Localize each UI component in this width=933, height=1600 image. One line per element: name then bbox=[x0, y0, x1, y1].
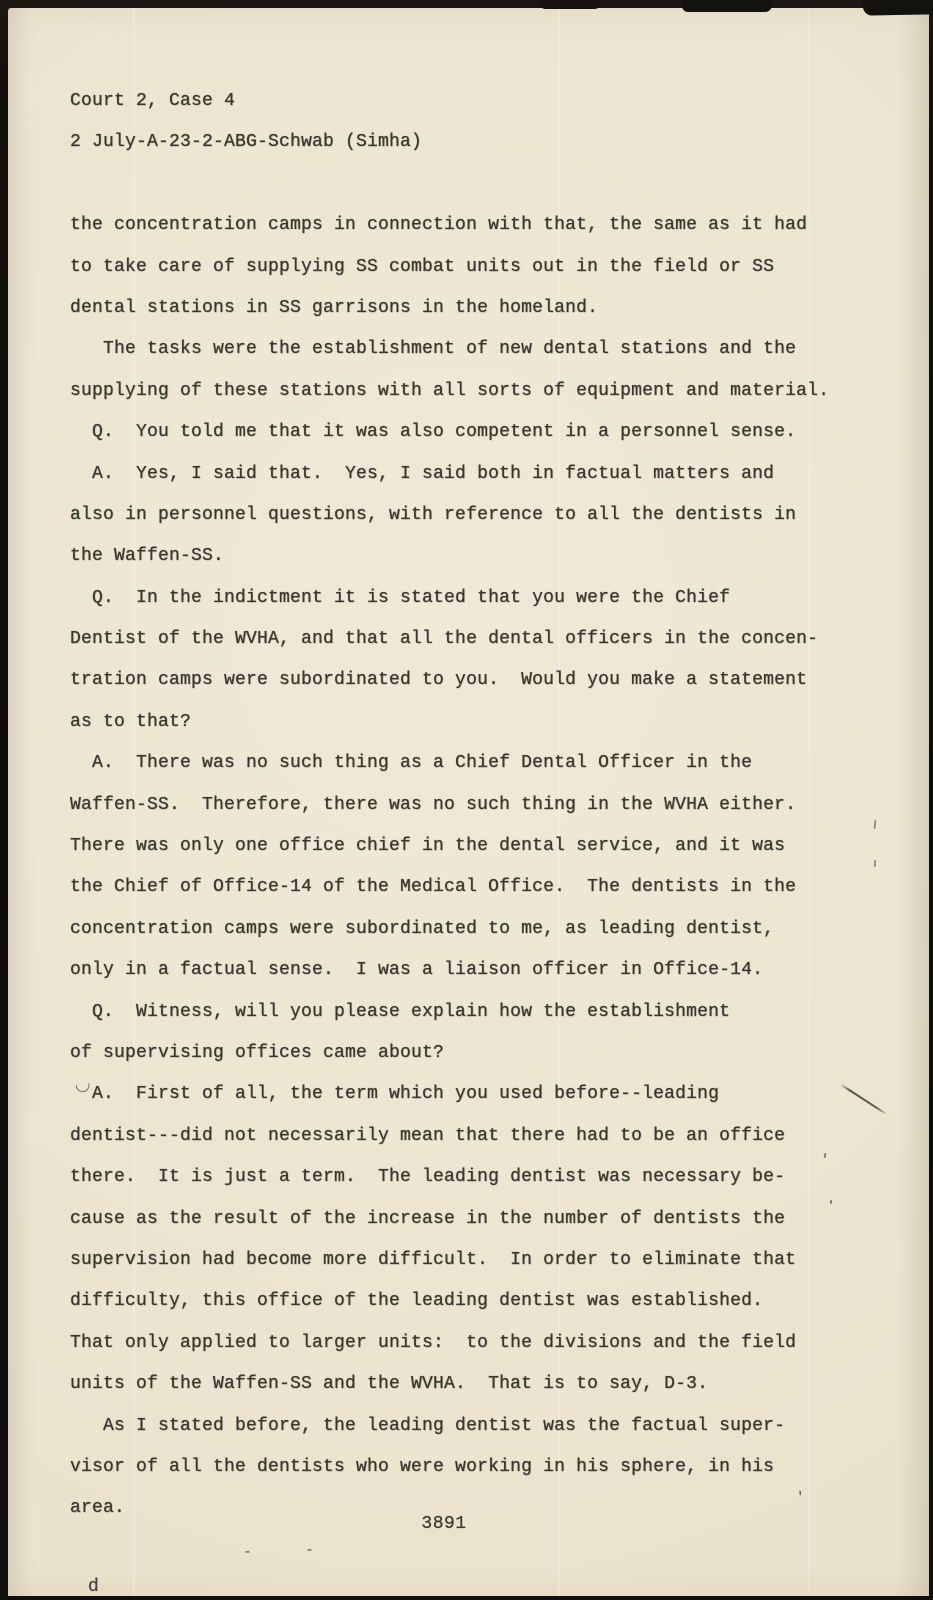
transcript-line: to take care of supplying SS combat units out in the field or SS bbox=[70, 256, 775, 277]
document-page bbox=[8, 8, 929, 1596]
transcript-line: Q. You told me that it was also competent in a personnel sense. bbox=[70, 422, 797, 443]
transcript-line: A. Yes, I said that. Yes, I said both in factual matters and bbox=[70, 463, 775, 484]
transcript-line: The tasks were the establishment of new dental stations and the bbox=[70, 339, 797, 360]
transcript-line: Waffen-SS. Therefore, there was no such thing in the WVHA either. bbox=[70, 794, 797, 815]
transcript-line: the Waffen-SS. bbox=[70, 546, 225, 567]
pen-dot-mark bbox=[830, 1200, 832, 1204]
pen-stroke-mark bbox=[840, 1083, 887, 1114]
footer-typed-mark: d bbox=[88, 1577, 99, 1596]
transcript-line: visor of all the dentists who were working in his sphere, in his bbox=[70, 1456, 775, 1477]
stray-dash-mark: - bbox=[305, 1542, 315, 1559]
transcript-line: area. bbox=[70, 1498, 126, 1519]
transcript-line bbox=[70, 164, 830, 205]
transcript-line: There was only one office chief in the dental service, and it was bbox=[70, 836, 786, 857]
transcript-line: units of the Waffen-SS and the WVHA. That is to say, D-3. bbox=[70, 1374, 709, 1395]
transcript-line: A. First of all, the term which you used before--leading bbox=[70, 1084, 720, 1105]
transcript-line: dental stations in SS garrisons in the homeland. bbox=[70, 297, 599, 318]
page-number: 3891 bbox=[421, 1514, 467, 1534]
transcript-line: concentration camps were subordinated to me, as leading dentist, bbox=[70, 918, 775, 939]
pencil-tick-mark bbox=[874, 860, 876, 867]
transcript-line: A. There was no such thing as a Chief Dental Officer in the bbox=[70, 753, 753, 774]
transcript-line: also in personnel questions, with reference to all the dentists in bbox=[70, 504, 797, 525]
transcript-line: supervision had become more difficult. In order to eliminate that bbox=[70, 1249, 797, 1270]
transcript-line: only in a factual sense. I was a liaison officer in Office-14. bbox=[70, 960, 764, 981]
transcript-text-block bbox=[70, 81, 830, 1530]
scan-edge-shadow bbox=[682, 0, 772, 12]
transcript-line: Dentist of the WVHA, and that all the dental officers in the concen- bbox=[70, 629, 819, 650]
transcript-line: supplying of these stations with all sorts of equipment and material. bbox=[70, 380, 830, 401]
transcript-line: the Chief of Office-14 of the Medical Office. The dentists in the bbox=[70, 877, 797, 898]
transcript-line: difficulty, this office of the leading dentist was established. bbox=[70, 1291, 764, 1312]
transcript-line: As I stated before, the leading dentist was the factual super- bbox=[70, 1415, 786, 1436]
transcript-line: as to that? bbox=[70, 711, 192, 732]
stray-dash-mark: - bbox=[243, 1544, 253, 1561]
transcript-line: Q. Witness, will you please explain how the establishment bbox=[70, 1001, 731, 1022]
transcript-line: That only applied to larger units: to the divisions and the field bbox=[70, 1332, 797, 1353]
transcript-line: tration camps were subordinated to you. Would you make a statement bbox=[70, 670, 808, 691]
transcript-line: cause as the result of the increase in the number of dentists the bbox=[70, 1208, 786, 1229]
pencil-tick-mark bbox=[874, 820, 877, 829]
scan-edge-shadow bbox=[863, 0, 933, 16]
scan-edge-shadow bbox=[540, 0, 600, 9]
transcript-line: the concentration camps in connection with that, the same as it had bbox=[70, 215, 808, 236]
transcript-line: Court 2, Case 4 bbox=[70, 91, 236, 111]
transcript-line: there. It is just a term. The leading dentist was necessary be- bbox=[70, 1167, 786, 1188]
transcript-line: Q. In the indictment it is stated that you were the Chief bbox=[70, 587, 731, 608]
stray-apostrophe-mark: ' bbox=[796, 1490, 805, 1506]
transcript-line: dentist---did not necessarily mean that there had to be an office bbox=[70, 1125, 786, 1146]
transcript-line: of supervising offices came about? bbox=[70, 1042, 445, 1063]
transcript-line: 2 July-A-23-2-ABG-Schwab (Simha) bbox=[70, 132, 423, 153]
